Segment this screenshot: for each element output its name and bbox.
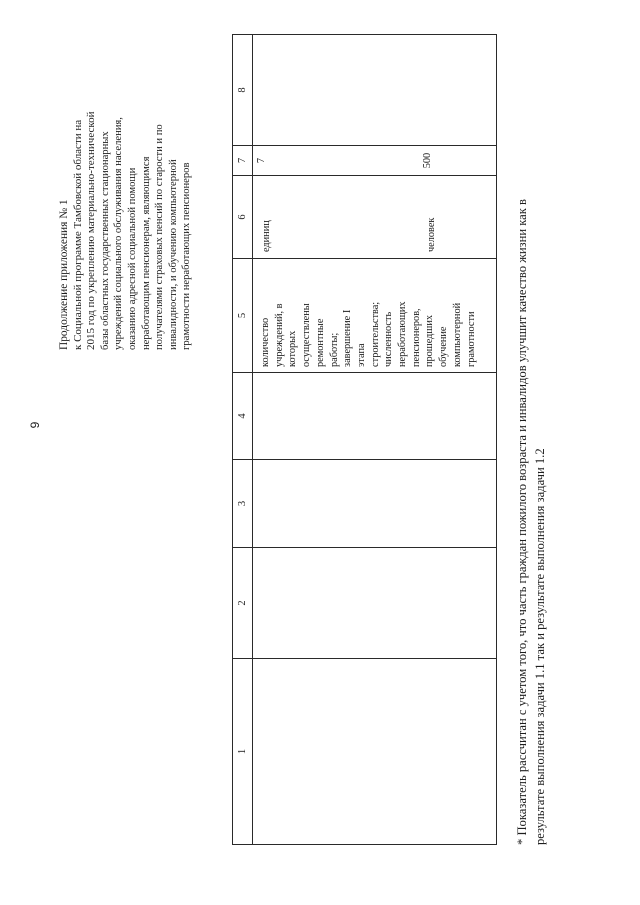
title-line: оказанию адресной социальной помощи <box>126 167 138 350</box>
indicator-line: численность <box>383 311 395 367</box>
indicator-line: компьютерной <box>451 302 463 367</box>
cell-col3 <box>253 460 497 548</box>
indicators-table <box>232 34 497 845</box>
indicator-line: грамотности <box>465 311 477 367</box>
value-institutions: 7 <box>256 157 267 164</box>
title-line: получателями страховых пенсий по старости и по <box>154 124 166 350</box>
unit-units: единиц <box>261 220 272 252</box>
title-line: к Социальной программе Тамбовской области на <box>71 119 84 350</box>
indicator-line: завершение I <box>342 309 354 367</box>
indicator-line: которых <box>287 330 299 367</box>
cell-unit <box>253 176 497 259</box>
cell-indicator-text <box>253 259 497 373</box>
column-header-4: 4 <box>233 373 253 460</box>
indicator-line: учреждений, в <box>273 303 285 367</box>
cell-col4 <box>253 373 497 460</box>
indicator-line: строительства; <box>369 301 381 367</box>
indicator-line: прошедших <box>424 315 436 367</box>
column-header-8: 8 <box>233 35 253 146</box>
indicator-line: количество <box>260 317 271 367</box>
title-line: Продолжение приложения № 1 <box>58 199 70 350</box>
title-line: базы областных государственных стационарных <box>99 131 111 350</box>
indicator-line: осуществлены <box>301 303 313 367</box>
page-number: 9 <box>28 421 42 429</box>
indicator-line: неработающих <box>397 301 409 367</box>
indicator-line: обучение <box>438 326 450 367</box>
footnote-line: результате выполнения задачи 1.1 так и результате выполнения задачи 1.2 <box>532 448 547 845</box>
cell-col2 <box>253 548 497 659</box>
title-line: учреждений социального обслуживания населения, <box>113 117 125 350</box>
unit-persons: человек <box>425 217 437 252</box>
title-line: грамотности неработающих пенсионеров <box>181 162 193 350</box>
title-line: неработающим пенсионерам, являющимся <box>140 156 152 350</box>
cell-col8 <box>253 35 497 146</box>
column-header-5: 5 <box>233 259 253 373</box>
cell-col1 <box>253 659 497 845</box>
table-header-row <box>233 35 253 845</box>
footnote-line: * Показатель рассчитан с учетом того, что часть граждан пожилого возраста и инвалидов улучшит качество жизни как в <box>515 199 529 845</box>
title-line: 2015 год по укреплению материально-технической <box>85 111 98 350</box>
title-line: инвалидности, и обучению компьютерной <box>167 159 179 350</box>
appendix-title <box>58 5 194 350</box>
column-header-1: 1 <box>233 659 253 845</box>
indicator-line: этапа <box>355 343 367 367</box>
footnote <box>514 15 549 845</box>
value-pensioners: 500 <box>421 152 433 169</box>
indicator-line: ремонтные <box>314 318 326 367</box>
column-header-7: 7 <box>233 146 253 176</box>
column-header-6: 6 <box>233 176 253 259</box>
indicator-line: работы; <box>328 332 340 367</box>
indicator-line: пенсионеров, <box>410 308 422 367</box>
column-header-3: 3 <box>233 460 253 548</box>
cell-value <box>253 146 497 176</box>
column-header-2: 2 <box>233 548 253 659</box>
table-row <box>253 35 497 845</box>
